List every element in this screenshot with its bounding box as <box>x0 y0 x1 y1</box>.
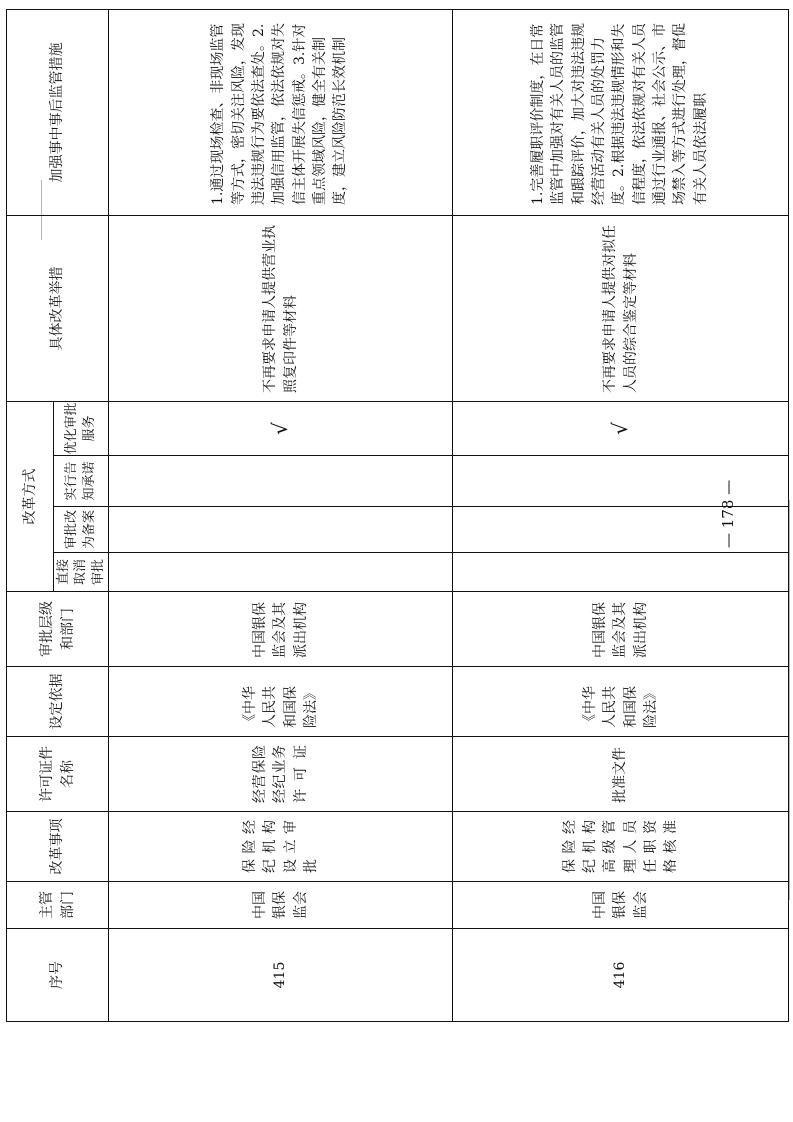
page-number: — 178 — <box>719 479 737 548</box>
cell-item: 保险经纪机构设立审批 <box>108 811 452 881</box>
header-mode-cancel: 直接取消审批 <box>53 552 108 591</box>
header-mode-filing: 审批改为备案 <box>53 506 108 552</box>
header-mode-commitment: 实行告知承诺 <box>53 455 108 506</box>
table-row-416 <box>452 9 788 1021</box>
header-level: 审批层级和部门 <box>6 591 108 666</box>
cell-mark-commitment <box>108 455 452 506</box>
cell-license: 批准文件 <box>452 736 788 811</box>
cell-mark-cancel <box>108 552 452 591</box>
cell-basis: 《中华人民共和国保险法》 <box>108 666 452 736</box>
header-item: 改革事项 <box>6 811 108 881</box>
cell-seq: 415 <box>108 928 452 1021</box>
cell-dept: 中国银保监会 <box>452 881 788 928</box>
header-basis: 设定依据 <box>6 666 108 736</box>
supervise-text: 1.通过现场检查、非现场监管等方式，密切关注风险，发现违法违规行为要依法查处。2.加强信用监管，依法依规对失信主体开展失信惩戒。3.针对重点领域风险，健全有关制度，建立风险防范长效机制 <box>209 22 348 205</box>
reform-table <box>6 9 789 1022</box>
rotated-table-container <box>6 22 788 1022</box>
header-dept: 主管部门 <box>6 881 108 928</box>
header-mode-optimize: 优化审批服务 <box>53 401 108 455</box>
cell-supervise <box>108 9 452 215</box>
cell-seq: 416 <box>452 928 788 1021</box>
scan-edge-line-right <box>789 500 790 900</box>
cell-mark-filing <box>452 506 788 552</box>
cell-mark-optimize: √ <box>108 401 452 455</box>
cell-supervise <box>452 9 788 215</box>
cell-mark-cancel <box>452 552 788 591</box>
header-row <box>6 9 53 1021</box>
cell-license: 经营保险经纪业务许可证 <box>108 736 452 811</box>
cell-dept: 中国银保监会 <box>108 881 452 928</box>
cell-level: 中国银保监会及其派出机构 <box>452 591 788 666</box>
header-seq: 序号 <box>6 928 108 1021</box>
cell-specific: 不再要求申请人提供对拟任人员的综合鉴定等材料 <box>452 215 788 401</box>
header-mode: 改革方式 <box>6 401 53 591</box>
header-license: 许可证件名称 <box>6 736 108 811</box>
table-row-415 <box>108 9 452 1021</box>
cell-mark-filing <box>108 506 452 552</box>
cell-item: 保险经纪机构高级管理人员任职资格核准 <box>452 811 788 881</box>
header-supervise: 加强事中事后监管措施 <box>6 9 108 215</box>
cell-level: 中国银保监会及其派出机构 <box>108 591 452 666</box>
cell-basis: 《中华人民共和国保险法》 <box>452 666 788 736</box>
supervise-text: 1.完善履职评价制度，在日常监管中加强对有关人员的监管和跟踪评价，加大对违法违规经营活动有关人员的处罚力度。2.根据违法违规情形和失信程度，依法依规对有关人员通过行业通报、社会公示、市场禁入等方式进行处理，督促有关人员依法履职 <box>529 22 709 205</box>
cell-mark-optimize: √ <box>452 401 788 455</box>
cell-specific: 不再要求申请人提供营业执照复印件等材料 <box>108 215 452 401</box>
cell-mark-commitment <box>452 455 788 506</box>
header-specific: 具体改革举措 <box>6 215 108 401</box>
